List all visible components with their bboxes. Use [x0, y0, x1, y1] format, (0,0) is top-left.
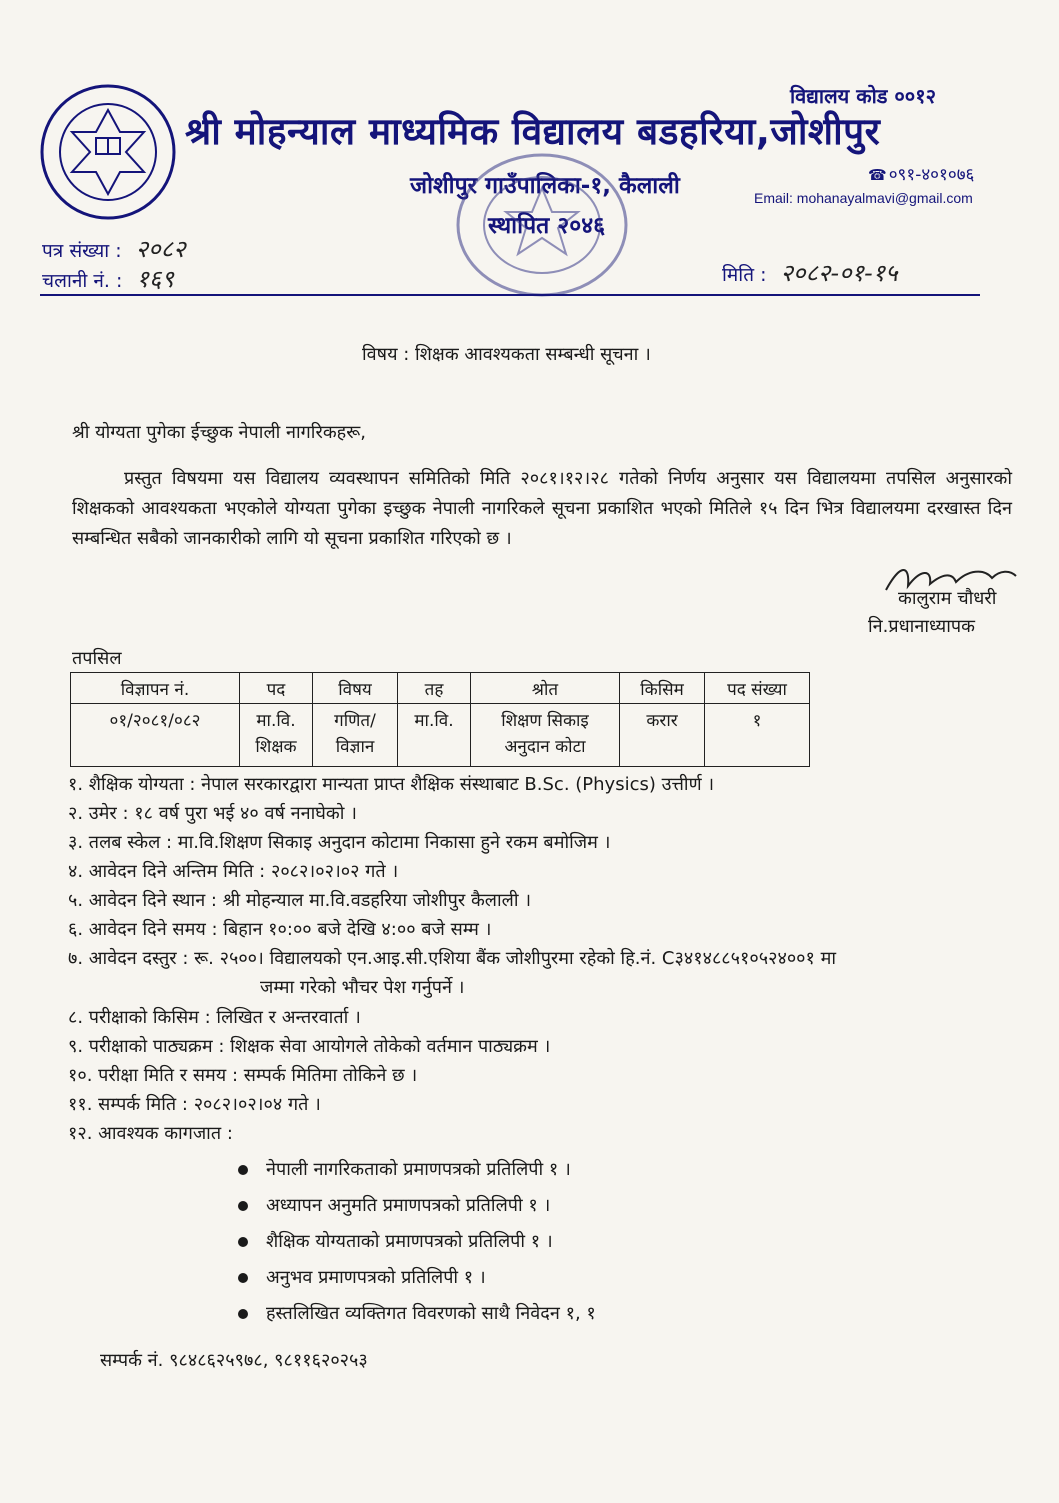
requirement-contact-date: ११. सम्पर्क मिति : २०८२।०२।०४ गते । — [68, 1094, 321, 1115]
cell-subject-line1: गणित/ — [334, 711, 376, 731]
header-post: पद — [240, 673, 313, 704]
school-name: श्री मोहन्याल माध्यमिक विद्यालय बडहरिया,जोशीपुर — [185, 110, 881, 153]
requirement-fee: ७. आवेदन दस्तुर : रू. २५००। विद्यालयको एन.आइ.सी.एशिया बैंक जोशीपुरमा रहेको हि.नं. C३४१४८८५१०५२४००१ मा — [68, 948, 837, 969]
cell-post-line1: मा.वि. — [256, 711, 296, 731]
requirement-exam-date: १०. परीक्षा मिति र समय : सम्पर्क मितिमा तोकिने छ । — [68, 1065, 418, 1086]
requirement-place: ५. आवेदन दिने स्थान : श्री मोहन्याल मा.वि.वडहरिया जोशीपुर कैलाली । — [68, 890, 532, 911]
school-code: विद्यालय कोड ००१२ — [790, 84, 937, 108]
reference-label: पत्र संख्या : — [42, 240, 122, 262]
bullet-icon — [238, 1165, 248, 1175]
cell-source-line1: शिक्षण सिकाइ — [501, 711, 589, 731]
dispatch-number — [42, 262, 174, 295]
header-level: तह — [398, 673, 471, 704]
requirement-documents: १२. आवश्यक कागजात : — [68, 1123, 233, 1144]
document-label: हस्तलिखित व्यक्तिगत विवरणको साथै निवेदन १, १ — [266, 1303, 596, 1324]
header-source: श्रोत — [471, 673, 620, 704]
date-label: मिति : — [722, 264, 767, 286]
bullet-icon — [238, 1237, 248, 1247]
cell-count: १ — [705, 704, 810, 767]
requirement-salary: ३. तलब स्केल : मा.वि.शिक्षण सिकाइ अनुदान कोटामा निकासा हुने रकम बमोजिम । — [68, 832, 611, 853]
cell-source-line2: अनुदान कोटा — [504, 737, 586, 757]
reference-number — [42, 232, 186, 265]
requirements-list — [68, 770, 1028, 1148]
list-item — [238, 1296, 596, 1332]
list-item — [238, 1224, 596, 1260]
requirement-deadline: ४. आवेदन दिने अन्तिम मिति : २०८२।०२।०२ गते । — [68, 861, 399, 882]
signer-name: कालुराम चौधरी — [898, 588, 997, 609]
bullet-icon — [238, 1273, 248, 1283]
cell-post-line2: शिक्षक — [255, 737, 297, 757]
date-value: २०८२-०१-१५ — [780, 259, 898, 287]
notice-subject: विषय : शिक्षक आवश्यकता सम्बन्धी सूचना । — [362, 344, 651, 365]
school-email: Email: mohanayalmavi@gmail.com — [754, 190, 973, 206]
reference-value: २०८२ — [135, 235, 186, 263]
signer-title: नि.प्रधानाध्यापक — [868, 616, 975, 637]
dispatch-label: चलानी नं. : — [42, 270, 123, 292]
table-header-row — [71, 673, 810, 704]
header-ad-no: विज्ञापन नं. — [71, 673, 240, 704]
cell-type: करार — [620, 704, 705, 767]
document-label: शैक्षिक योग्यताको प्रमाणपत्रको प्रतिलिपी १ । — [266, 1231, 553, 1252]
list-item — [238, 1152, 596, 1188]
school-established: स्थापित २०४६ — [488, 213, 606, 239]
contact-numbers: सम्पर्क नं. ९८४८६२५९७८, ९८११६२०२५३ — [100, 1350, 368, 1371]
document-label: नेपाली नागरिकताको प्रमाणपत्रको प्रतिलिपी १ । — [266, 1159, 571, 1180]
header-type: किसिम — [620, 673, 705, 704]
requirement-exam-type: ८. परीक्षाको किसिम : लिखित र अन्तरवार्ता । — [68, 1007, 361, 1028]
cell-subject — [313, 704, 398, 767]
bullet-icon — [238, 1201, 248, 1211]
official-stamp — [452, 150, 632, 300]
phone-number: ०९१-४०१०७६ — [888, 165, 975, 185]
vacancy-table — [70, 672, 810, 767]
header-subject: विषय — [313, 673, 398, 704]
cell-subject-line2: विज्ञान — [335, 737, 375, 757]
requirement-fee-continued: जम्मा गरेको भौचर पेश गर्नुपर्ने । — [260, 977, 465, 998]
school-logo — [38, 82, 178, 222]
cell-ad-no: ०१/२०८१/०८२ — [71, 704, 240, 767]
cell-source — [471, 704, 620, 767]
requirement-time: ६. आवेदन दिने समय : बिहान १०:०० बजे देखि ४:०० बजे सम्म । — [68, 919, 492, 940]
issue-date — [722, 256, 898, 289]
bullet-icon — [238, 1309, 248, 1319]
cell-level: मा.वि. — [398, 704, 471, 767]
cell-post — [240, 704, 313, 767]
school-phone — [868, 162, 974, 185]
details-heading: तपसिल — [72, 648, 122, 669]
list-item — [238, 1188, 596, 1224]
header-count: पद संख्या — [705, 673, 810, 704]
requirement-syllabus: ९. परीक्षाको पाठ्यक्रम : शिक्षक सेवा आयोगले तोकेको वर्तमान पाठ्यक्रम । — [68, 1036, 551, 1057]
document-label: अनुभव प्रमाणपत्रको प्रतिलिपी १ । — [266, 1267, 486, 1288]
documents-list — [238, 1152, 596, 1332]
requirement-age: २. उमेर : १८ वर्ष पुरा भई ४० वर्ष ननाघेको । — [68, 803, 357, 824]
school-address: जोशीपुर गाउँपालिका-१, कैलाली — [410, 173, 680, 199]
dispatch-value: १६९ — [136, 265, 174, 293]
requirement-qualification: १. शैक्षिक योग्यता : नेपाल सरकारद्वारा मान्यता प्राप्त शैक्षिक संस्थाबाट B.Sc. (Physics) उत्तीर्ण । — [68, 774, 715, 795]
list-item — [238, 1260, 596, 1296]
notice-body: प्रस्तुत विषयमा यस विद्यालय व्यवस्थापन समितिको मिति २०८१।१२।२८ गतेको निर्णय अनुसार यस विद्यालयमा तपसिल अनुसारको शिक्षकको आवश्यकता भएकोले योग्यता पुगेका इच्छुक नेपाली नागरिकले सूचना प्रकाशित भएको मितिले १५ दिन भित्र विद्यालयमा दरखास्त दिन सम्बन्धित सबैको जानकारीको लागि यो सूचना प्रकाशित गरिएको छ । — [72, 468, 1012, 549]
salutation: श्री योग्यता पुगेका ईच्छुक नेपाली नागरिकहरू, — [72, 422, 366, 443]
document-label: अध्यापन अनुमति प्रमाणपत्रको प्रतिलिपी १ । — [266, 1195, 551, 1216]
letterhead-divider — [40, 294, 980, 296]
phone-icon: ☎ — [868, 166, 887, 184]
table-row — [71, 704, 810, 767]
